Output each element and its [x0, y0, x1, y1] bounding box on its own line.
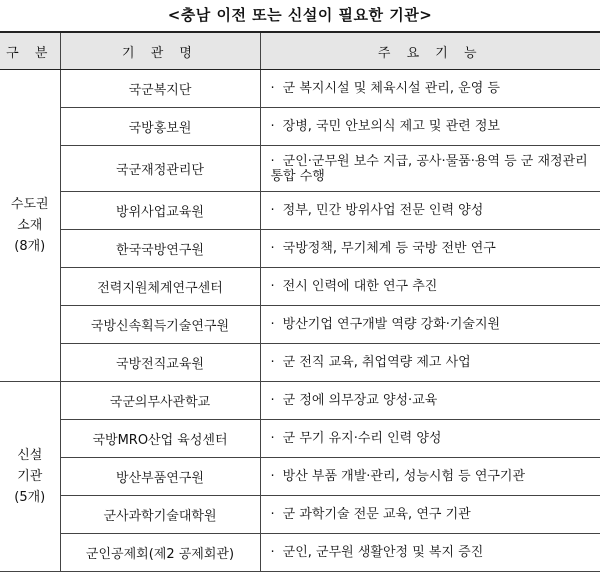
bullet-icon: · — [270, 241, 275, 256]
agency-function — [260, 108, 600, 146]
agency-name: 군인공제회(제2 공제회관) — [60, 534, 260, 572]
table-row — [0, 382, 600, 420]
agency-function — [260, 146, 600, 192]
table-row — [0, 420, 600, 458]
agency-function — [260, 496, 600, 534]
function-text: 군인, 군무원 생활안정 및 복지 증진 — [282, 545, 484, 560]
table-row — [0, 344, 600, 382]
table-row — [0, 306, 600, 344]
table-row — [0, 146, 600, 192]
bullet-icon: · — [270, 153, 275, 169]
agency-name: 전력지원체계연구센터 — [60, 268, 260, 306]
bullet-icon: · — [270, 355, 275, 370]
header-row — [0, 32, 600, 70]
agency-function — [260, 420, 600, 458]
function-text: 정부, 민간 방위사업 전문 인력 양성 — [282, 203, 484, 218]
agency-function — [260, 230, 600, 268]
agency-function — [260, 534, 600, 572]
group-label-line: (5개) — [14, 490, 46, 505]
header-agency: 기 관 명 — [60, 32, 260, 70]
agency-name: 국군복지단 — [60, 70, 260, 108]
agency-name: 국군재정관리단 — [60, 146, 260, 192]
agency-name: 한국국방연구원 — [60, 230, 260, 268]
function-text: 군 복지시설 및 체육시설 관리, 운영 등 — [282, 81, 500, 96]
bullet-icon: · — [270, 393, 275, 408]
group-label-line: (8개) — [14, 239, 46, 254]
bullet-icon: · — [270, 203, 275, 218]
table-title: <충남 이전 또는 신설이 필요한 기관> — [167, 6, 433, 24]
table-row — [0, 458, 600, 496]
function-text: 전시 인력에 대한 연구 추진 — [282, 279, 438, 294]
function-text: 군인·군무원 보수 지급, 공사·물품·용역 등 군 재정관리 통합 수행 — [270, 153, 588, 184]
group-label — [0, 382, 60, 572]
header-group: 구 분 — [0, 32, 60, 70]
agency-name: 국방홍보원 — [60, 108, 260, 146]
agency-function — [260, 268, 600, 306]
table-body — [0, 70, 600, 572]
agency-function — [260, 306, 600, 344]
bullet-icon: · — [270, 469, 275, 484]
table-row — [0, 534, 600, 572]
agency-table — [0, 31, 600, 572]
agency-name: 국방MRO산업 육성센터 — [60, 420, 260, 458]
table-row — [0, 268, 600, 306]
function-text: 군 무기 유지·수리 인력 양성 — [282, 431, 442, 446]
table-row — [0, 192, 600, 230]
agency-name: 방위사업교육원 — [60, 192, 260, 230]
agency-function — [260, 458, 600, 496]
function-text: 군 정에 의무장교 양성·교육 — [282, 393, 438, 408]
group-label-line: 소재 — [17, 218, 43, 233]
header-function: 주 요 기 능 — [260, 32, 600, 70]
function-text: 방산 부품 개발·관리, 성능시험 등 연구기관 — [282, 469, 526, 484]
function-text: 방산기업 연구개발 역량 강화·기술지원 — [282, 317, 501, 332]
agency-name: 군사과학기술대학원 — [60, 496, 260, 534]
agency-name: 국군의무사관학교 — [60, 382, 260, 420]
table-row — [0, 70, 600, 108]
function-text: 장병, 국민 안보의식 제고 및 관련 정보 — [282, 119, 500, 134]
table-row — [0, 108, 600, 146]
agency-name: 방산부품연구원 — [60, 458, 260, 496]
bullet-icon: · — [270, 279, 275, 294]
agency-name: 국방신속획득기술연구원 — [60, 306, 260, 344]
table-row — [0, 230, 600, 268]
function-text: 군 전직 교육, 취업역량 제고 사업 — [282, 355, 471, 370]
group-label-line: 신설 — [17, 448, 43, 463]
bullet-icon: · — [270, 119, 275, 134]
group-label-line: 수도권 — [10, 197, 49, 212]
agency-function — [260, 192, 600, 230]
bullet-icon: · — [270, 81, 275, 96]
bullet-icon: · — [270, 317, 275, 332]
agency-function — [260, 382, 600, 420]
agency-function — [260, 70, 600, 108]
agency-function — [260, 344, 600, 382]
bullet-icon: · — [270, 507, 275, 522]
group-label — [0, 70, 60, 382]
bullet-icon: · — [270, 431, 275, 446]
table-row — [0, 496, 600, 534]
bullet-icon: · — [270, 545, 275, 560]
agency-name: 국방전직교육원 — [60, 344, 260, 382]
group-label-line: 기관 — [17, 469, 43, 484]
function-text: 국방정책, 무기체계 등 국방 전반 연구 — [282, 241, 496, 256]
function-text: 군 과학기술 전문 교육, 연구 기관 — [282, 507, 471, 522]
